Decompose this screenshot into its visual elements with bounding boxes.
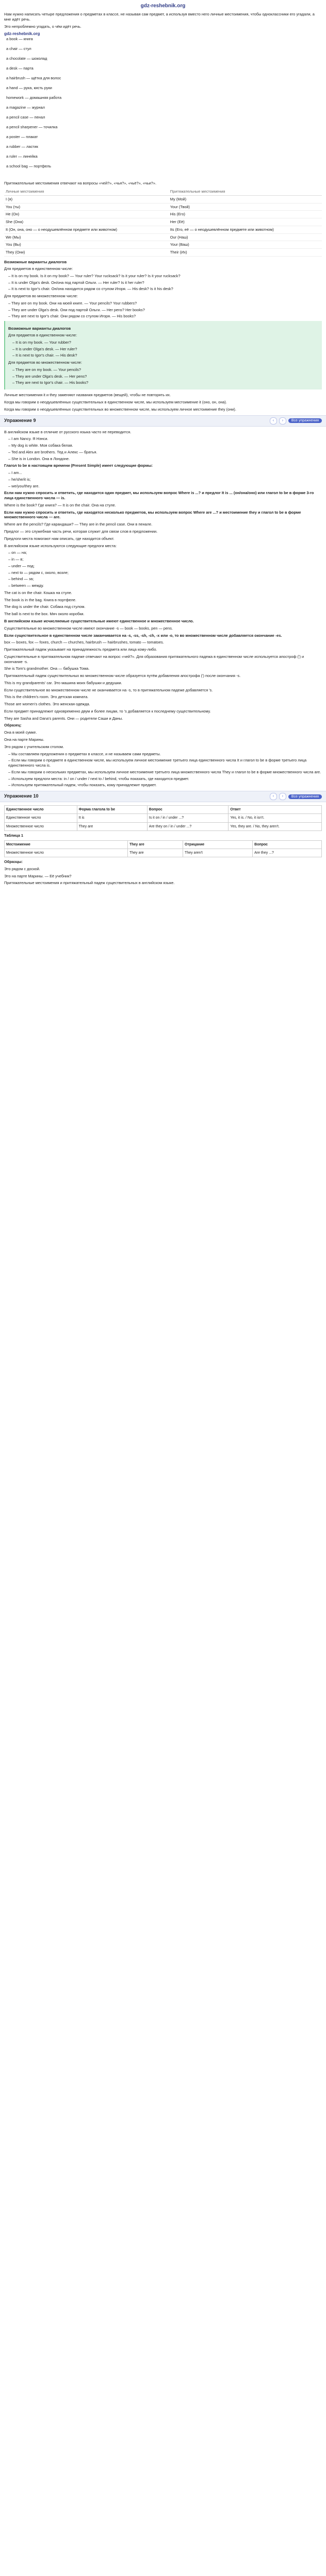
watermark-row bbox=[4, 31, 322, 37]
pronoun-table bbox=[4, 188, 322, 257]
list-item: – It is next to Igor's chair. — His desk? bbox=[12, 353, 319, 358]
dialogue-title: Возможные варианты диалогов bbox=[4, 259, 67, 264]
tail-paragraph: Притяжательные местоимения и притяжательный падеж существительных в английском языке. bbox=[4, 880, 175, 886]
list-item: – on — на; bbox=[8, 550, 322, 555]
example-paragraph: They are Sasha and Dana's parents. Они — родители Саши и Даны. bbox=[4, 716, 123, 721]
list-item: – They are on my book. — Your pencils? bbox=[12, 367, 319, 372]
dialogue-list bbox=[4, 274, 322, 292]
site-watermark[interactable]: gdz-reshebnik.org bbox=[140, 3, 186, 9]
grammar-paragraph: Когда мы говорим о неодушевлённых существительных во множественном числе, мы используем личное местоимение they (они). bbox=[4, 406, 236, 412]
table-row: I (я) My (Мой) bbox=[4, 195, 322, 203]
list-item: – in — в; bbox=[8, 557, 322, 562]
exercise-nav-bar bbox=[0, 791, 326, 802]
vocab-item: a chair — стул bbox=[6, 46, 31, 52]
all-exercises-button[interactable]: Все упражнения bbox=[288, 794, 322, 799]
sample-title: Образцы: bbox=[4, 859, 23, 865]
table-row: She (Она) Her (Её) bbox=[4, 218, 322, 226]
rule-paragraph: Если существительное во множественном числе не оканчивается на -s, то в притяжательном падеже добавляется 's. bbox=[4, 687, 213, 692]
exercise-title: Упражнение 9 bbox=[4, 417, 36, 423]
vocab-item: a school bag — портфель bbox=[6, 164, 51, 169]
list-item: – I am Nancy. Я Нэнси. bbox=[8, 436, 322, 442]
vocab-item: a hairbrush — щётка для волос bbox=[6, 76, 61, 81]
example-paragraph: This is my grandparents' car. Это машина моих бабушки и дедушки. bbox=[4, 680, 122, 685]
list-item: – we/you/they are. bbox=[8, 484, 322, 489]
rule-paragraph: Если нам нужно спросить и ответить, где находится один предмет, мы используем вопрос Where is ...? и предлог It is ... (он/она/оно) или глагол to be в форме 3-го лица единственного числа — is. bbox=[4, 490, 314, 501]
dialogue-subtitle: Для предметов в единственном числе: bbox=[4, 266, 73, 271]
rule-title: Глагол to be в настоящем времени (Present Simple) имеет следующие формы: bbox=[4, 463, 153, 468]
rule-paragraph: Если нам нужно спросить и ответить, где находятся несколько предметов, мы используем вопрос Where are ...? и местоимение they и глагол to be в форме множественного числа — are. bbox=[4, 510, 301, 520]
pronoun-table-header: Притяжательные местоимения bbox=[169, 188, 322, 195]
example-paragraph: The ball is next to the box. Мяч около коробки. bbox=[4, 612, 85, 617]
list-item: – They are under Olga's desk. — Her pens? bbox=[12, 374, 319, 379]
rule-paragraph: Если предмет принадлежит одновременно двум и более лицам, то 's добавляется к последнему существительному. bbox=[4, 708, 211, 714]
table-row: You (ты) Your (Твой) bbox=[4, 203, 322, 211]
answer-list bbox=[8, 340, 319, 358]
vocab-item: a magazine — журнал bbox=[6, 105, 45, 110]
list-item: – My dog is white. Моя собака белая. bbox=[8, 443, 322, 448]
list-item: – She is in London. Она в Лондоне. bbox=[8, 456, 322, 462]
example-paragraph: box — boxes, fox — foxes, church — churches, hairbrush — hairbrushes, tomato — tomatoes. bbox=[4, 640, 164, 645]
example-paragraph: Those are women's clothes. Это женская одежда. bbox=[4, 702, 90, 707]
table-label: Таблица 1 bbox=[4, 833, 23, 838]
list-item: – They are next to Igor's chair. — His books? bbox=[12, 380, 319, 385]
list-item: – under — под; bbox=[8, 564, 322, 569]
rule-paragraph: В английском языке исчисляемые существительные имеют единственное и множественное число. bbox=[4, 618, 194, 623]
rule-paragraph: Если существительное в единственном числе заканчивается на -s, -ss, -sh, -ch, -x или -o, то во множественном числе добавляется окончание -es. bbox=[4, 633, 282, 638]
answer-box bbox=[4, 321, 322, 389]
table-row: It (Он, она, оно — о неодушевлённом предмете или животном) Its (Его, её — о неодушевлённом предмете или животном) bbox=[4, 226, 322, 233]
list-item: – It is on my book. — Your rubber? bbox=[12, 340, 319, 345]
table-row: You (Вы) Your (Ваш) bbox=[4, 241, 322, 249]
intro-paragraph: Нам нужно написать четыре предложения о предметах в классе, не называя сам предмет, а используя вместо него личные местоимения, чтобы одноклассники его угадали, а мне идёт речь. bbox=[4, 12, 315, 22]
list-item: – It is on my book. Is it on my book? — Your ruler? Your rucksack? Is it your ruler? Is it your rucksack? bbox=[8, 274, 322, 279]
rule-paragraph: Существительные в притяжательном падеже отвечают на вопрос «чей?». Для образования притяжательного падежа в единственном числе используется апостроф (') и окончание -s. bbox=[4, 654, 304, 664]
vocab-item: a book — книга bbox=[6, 37, 33, 42]
sample-title: Образец: bbox=[4, 723, 22, 728]
ex9-intro: В английском языке в отличие от русского языка часто не переводится. bbox=[4, 429, 132, 434]
list-item: – It is next to Igor's chair. Он/она находится рядом со стулом Игоря. — His desk? Is it his desk? bbox=[8, 286, 322, 292]
list-item: – next to — рядом с, около, возле; bbox=[8, 570, 322, 575]
next-exercise-button[interactable]: › bbox=[279, 417, 286, 425]
site-header bbox=[0, 0, 326, 9]
prev-exercise-button[interactable]: ‹ bbox=[270, 793, 277, 800]
table-row: Множественное число They are Are they on / in / under ...? Yes, they are. / No, they aren't. bbox=[5, 822, 322, 831]
list-item: – Если мы говорим о предмете в единственном числе, мы используем личное местоимение третьего лица единственного числа It и глагол to be в форме третьего лица единственного числа is. bbox=[8, 758, 322, 768]
example-paragraph: This is the children's room. Это детская комната. bbox=[4, 694, 89, 700]
grammar-paragraph: Личные местоимения it и they заменяют названия предметов (вещей), чтобы не повторять их. bbox=[4, 393, 171, 398]
list-item: – It is under Olga's desk. Он/она под партой Ольги. — Her ruler? Is it her ruler? bbox=[8, 280, 322, 285]
vocab-item: a chocolate — шоколад bbox=[6, 56, 47, 61]
table-row: We (Мы) Our (Наш) bbox=[4, 233, 322, 241]
dialogue-list bbox=[4, 301, 322, 319]
content bbox=[0, 9, 326, 886]
rule-paragraph: Притяжательный падеж указывает на принадлежность предмета или лица кому-либо. bbox=[4, 647, 157, 652]
sample-line: Это на парте Марины. — Её учебник? bbox=[4, 873, 72, 878]
dialogue-subtitle: Для предметов во множественном числе: bbox=[4, 294, 78, 299]
ex9-examples bbox=[4, 436, 322, 461]
list-item: – he/she/it is; bbox=[8, 477, 322, 482]
list-item: – They are next to Igor's chair. Они рядом со стулом Игоря. — His books? bbox=[8, 314, 322, 319]
table-row: They (Они) Their (Их) bbox=[4, 249, 322, 257]
prep-list-intro: В английском языке используются следующие предлоги места: bbox=[4, 543, 117, 548]
exercise-title: Упражнение 10 bbox=[4, 793, 39, 799]
list-item: – Используем притяжательный падеж, чтобы показать, кому принадлежит предмет. bbox=[8, 783, 322, 788]
answer-subtitle: Для предметов в единственном числе: bbox=[8, 333, 77, 338]
example-paragraph: Where is the book? Где книга? — It is on the chair. Она на стуле. bbox=[4, 502, 116, 507]
table-row: Единственное число It is Is it on / in / under ...? Yes, it is. / No, it isn't. bbox=[5, 814, 322, 822]
example-paragraph: The book is in the bag. Книга в портфеле. bbox=[4, 597, 76, 602]
sample-line: Она на парте Марины. bbox=[4, 737, 44, 742]
answer-subtitle: Для предметов во множественном числе: bbox=[8, 360, 82, 365]
pronoun-table-header: Личные местоимения bbox=[4, 188, 169, 195]
sample-line: Она в моей сумке. bbox=[4, 730, 37, 735]
prep-intro: Предлог — это служебная часть речи, которая служит для связи слов в предложении. bbox=[4, 529, 158, 534]
vocab-item: a rubber — ластик bbox=[6, 144, 38, 149]
list-item: – It is under Olga's desk. — Her ruler? bbox=[12, 347, 319, 352]
hints-list bbox=[4, 752, 322, 788]
vocab-item: a hand — рука, кисть руки bbox=[6, 86, 52, 91]
intro-paragraph-2: Это непроблемно угадать, о чём идёт речь. bbox=[4, 24, 82, 29]
exercise-nav-bar bbox=[0, 415, 326, 427]
vocab-item: a ruler — линейка bbox=[6, 154, 38, 159]
vocab-item: a desk — парта bbox=[6, 66, 34, 71]
exercise-controls bbox=[270, 793, 322, 800]
watermark: gdz-reshebnik.org bbox=[4, 31, 40, 37]
forms-list bbox=[4, 470, 322, 488]
exercise-controls bbox=[270, 417, 322, 425]
list-item: – Если мы говорим о нескольких предметах, мы используем личное местоимение третьего лица множественного числа They и глагол to be в форме множественного числа are. bbox=[8, 770, 322, 775]
vocab-item: a pencil sharpener — точилка bbox=[6, 125, 58, 130]
table-row: Множественное число They are They aren't Are they ...? bbox=[5, 849, 322, 857]
prep-paragraph: Предлоги места помогают нам описать, где находится объект. bbox=[4, 536, 115, 541]
grammar-paragraph: Когда мы говорим о неодушевлённых существительных в единственном числе, мы используем местоимение it (оно, он, она). bbox=[4, 400, 227, 404]
vocab-list bbox=[4, 37, 322, 181]
list-item: – Ted and Alex are brothers. Тед и Алекс — братья. bbox=[8, 450, 322, 455]
answer-title: Возможные варианты диалогов bbox=[8, 326, 71, 331]
list-item: – They are on my book. Они на моей книге. — Your pencils? Your rubbers? bbox=[8, 301, 322, 306]
list-item: – They are under Olga's desk. Они под партой Ольги. — Her pens? Her books? bbox=[8, 308, 322, 313]
example-paragraph: The cat is on the chair. Кошка на стуле. bbox=[4, 590, 72, 595]
example-paragraph: The dog is under the chair. Собака под стулом. bbox=[4, 604, 86, 609]
vocab-item: a poster — плакат bbox=[6, 134, 38, 140]
possessive-intro: Притяжательные местоимения отвечают на вопросы «чей?», «чья?», «чьё?», «чьи?». bbox=[4, 181, 157, 186]
next-exercise-button[interactable]: › bbox=[279, 793, 286, 800]
ex10-grid-table: Единственное число Форма глагола to be Вопрос Ответ Единственное число It is Is it on / in / under ...? Yes, it is. / No, it isn't. Множественное число They are Are they on / in / under ...? Yes, they are. / No, they aren't. bbox=[4, 805, 322, 831]
list-item: – behind — за; bbox=[8, 577, 322, 582]
list-item: – Мы составляем предложения о предметах в классе, и не называем сами предметы. bbox=[8, 752, 322, 757]
list-item: – Используем предлоги места: in / on / under / next to / behind, чтобы показать, где находится предмет. bbox=[8, 776, 322, 782]
ex10-grid-table-2: Местоимение They are Отрицание Вопрос Множественное число They are They aren't Are they ...? bbox=[4, 840, 322, 857]
example-paragraph: Where are the pencils? Где карандаши? — They are in the pencil case. Они в пенале. bbox=[4, 522, 153, 527]
all-exercises-button[interactable]: Все упражнения bbox=[288, 418, 322, 423]
rule-paragraph: Притяжательный падеж существительных во множественном числе образуется путём добавления апострофа (') после окончания -s. bbox=[4, 673, 241, 679]
vocab-item: homework — домашняя работа bbox=[6, 95, 62, 100]
prev-exercise-button[interactable]: ‹ bbox=[270, 417, 277, 425]
answer-list bbox=[8, 367, 319, 385]
example-paragraph: She is Tom's grandmother. Она — бабушка Тома. bbox=[4, 666, 90, 671]
rule-paragraph: Существительные во множественном числе имеют окончание -s — book — books, pen — pens. bbox=[4, 625, 173, 631]
table-row: He (Он) His (Его) bbox=[4, 211, 322, 218]
list-item: – between — между. bbox=[8, 583, 322, 588]
list-item: – I am... bbox=[8, 470, 322, 476]
prep-list bbox=[4, 550, 322, 588]
sample-line: Это рядом с доской. bbox=[4, 866, 40, 871]
vocab-item: a pencil case — пенал bbox=[6, 115, 45, 120]
sample-line: Это рядом с учительским столом. bbox=[4, 744, 64, 749]
